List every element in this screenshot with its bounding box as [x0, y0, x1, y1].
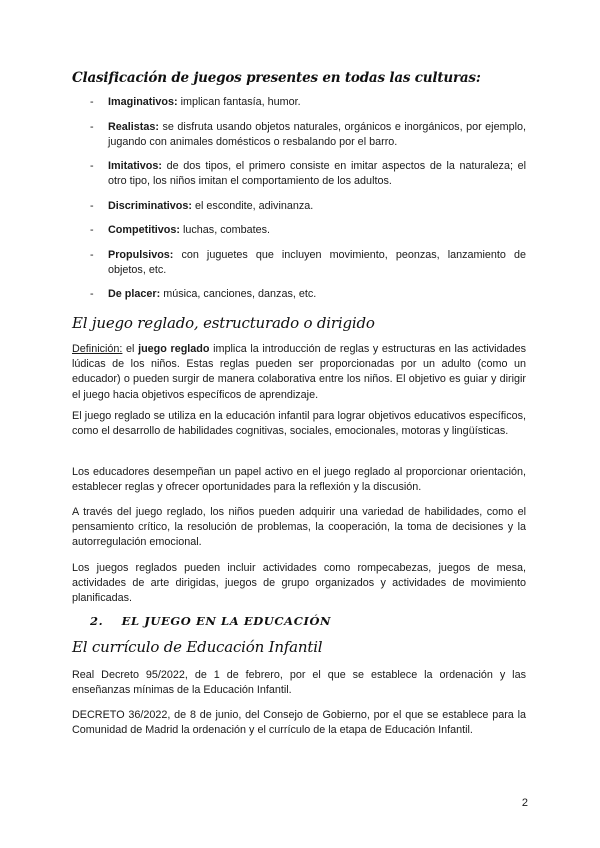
list-term: Realistas: [108, 120, 160, 133]
bullet-dash: - [90, 224, 94, 236]
list-item-competitivos [72, 223, 526, 238]
list-text: de dos tipos, el primero consiste en imitar aspectos de la naturaleza; el otro tipo, los niños imitan el comportamiento de los adultos. [108, 160, 526, 187]
bullet-dash: - [90, 96, 94, 108]
section-heading [90, 614, 331, 628]
definition-text: implica la introducción de reglas y estructuras en las actividades lúdicas de los niños. Estas reglas pueden ser proporcionadas por un adulto (como un educador) o pueden surgir de manera colaborativa entre los niños. El objetivo es guiar y dirigir el juego hacia objetivos específicos de aprendizaje. [72, 343, 527, 401]
paragraph-reglado-1: El juego reglado se utiliza en la educación infantil para lograr objetivos educativos específicos, como el desarrollo de habilidades cognitivas, sociales, emocionales, motoras y lingüísticas. [72, 410, 526, 438]
list-text: luchas, combates. [179, 224, 271, 236]
list-text: implican fantasía, humor. [177, 96, 301, 108]
list-term: Discriminativos: [108, 199, 193, 212]
list-term: De placer: [108, 288, 161, 300]
page-number: 2 [521, 797, 528, 809]
list-item-de-placer [72, 287, 526, 302]
list-text: el escondite, adivinanza. [192, 199, 314, 212]
list-text: se disfruta usando objetos naturales, orgánicos e inorgánicos, por ejemplo, jugando con animales domésticos o resbalando por el barro. [108, 120, 526, 148]
section-title: EL JUEGO EN LA EDUCACIÓN [121, 614, 332, 628]
heading-curriculo: El currículo de Educación Infantil [72, 638, 323, 656]
list-item-propulsivos [72, 248, 526, 278]
section-number: 2. [90, 614, 104, 628]
heading-juego-reglado: El juego reglado, estructurado o dirigido [72, 314, 375, 332]
heading-classification: Clasificación de juegos presentes en todas las culturas: [72, 70, 481, 86]
paragraph-definicion [72, 342, 526, 403]
bullet-dash: - [90, 199, 94, 212]
bullet-dash: - [90, 248, 94, 261]
paragraph-decreto-madrid: DECRETO 36/2022, de 8 de junio, del Consejo de Gobierno, por el que se establece para la Comunidad de Madrid la ordenación y el currículo de la etapa de Educación Infantil. [72, 709, 526, 737]
paragraph-real-decreto: Real Decreto 95/2022, de 1 de febrero, por el que se establece la ordenación y las enseñanzas mínimas de la Educación Infantil. [72, 669, 526, 697]
definition-term: juego reglado [138, 343, 210, 355]
bullet-dash: - [90, 288, 94, 300]
list-item-imitativos [72, 159, 526, 189]
paragraph-reglado-3: A través del juego reglado, los niños pueden adquirir una variedad de habilidades, como el pensamiento crítico, la resolución de problemas, la cooperación, la toma de decisiones y la autorregulación emocional. [72, 506, 526, 549]
list-term: Competitivos: [108, 224, 180, 236]
bullet-dash: - [90, 120, 94, 133]
definition-pre: el [122, 343, 139, 355]
list-text: con juguetes que incluyen movimiento, peonzas, lanzamiento de objetos, etc. [108, 248, 526, 276]
definition-label: Definición: [72, 343, 123, 355]
list-term: Imitativos: [108, 160, 162, 172]
list-item-discriminativos [72, 199, 526, 214]
list-term: Imaginativos: [108, 96, 178, 108]
paragraph-reglado-4: Los juegos reglados pueden incluir actividades como rompecabezas, juegos de mesa, actividades de arte dirigidas, juegos de grupo organizados y actividades de movimiento planificadas. [72, 562, 526, 605]
list-term: Propulsivos: [108, 248, 174, 261]
list-item-imaginativos [72, 95, 526, 110]
list-item-realistas [72, 120, 526, 150]
paragraph-reglado-2: Los educadores desempeñan un papel activo en el juego reglado al proporcionar orientación, establecer reglas y ofrecer oportunidades para la reflexión y la discusión. [72, 466, 526, 494]
list-text: música, canciones, danzas, etc. [160, 288, 317, 300]
classification-list [72, 95, 526, 312]
bullet-dash: - [90, 160, 94, 172]
